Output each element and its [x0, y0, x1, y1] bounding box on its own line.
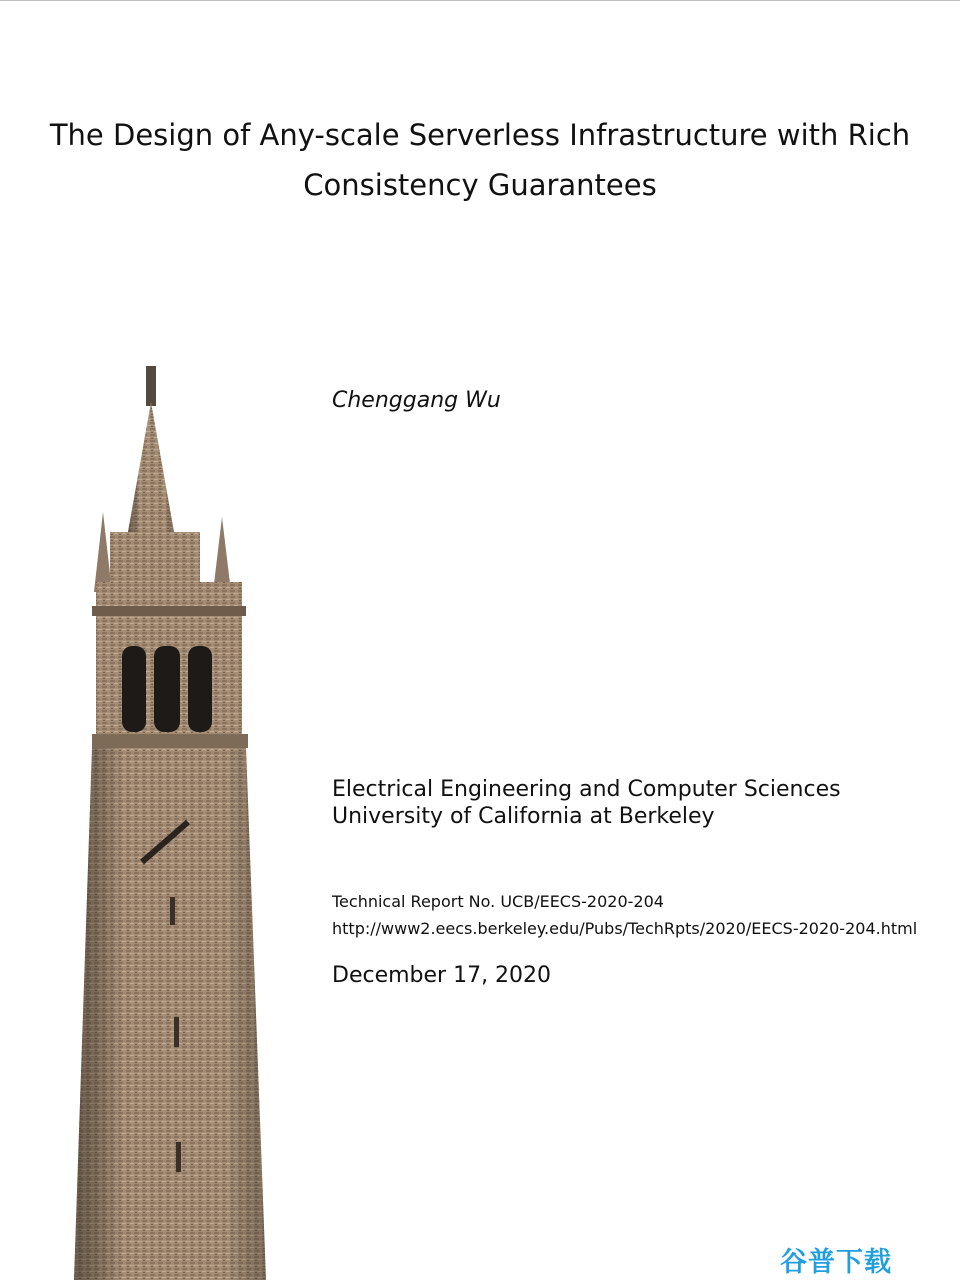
top-rule [0, 0, 960, 1]
report-number: Technical Report No. UCB/EECS-2020-204 [332, 892, 664, 911]
department-name: Electrical Engineering and Computer Sciences [332, 777, 841, 802]
watermark-text: 谷普下载 [780, 1247, 892, 1278]
document-title: The Design of Any-scale Serverless Infrastructure with Rich Consistency Guarantees [49, 118, 911, 202]
author-name: Chenggang Wu [332, 388, 501, 413]
report-date: December 17, 2020 [332, 963, 552, 988]
campanile-tower-image [70, 362, 270, 1280]
report-url[interactable]: http://www2.eecs.berkeley.edu/Pubs/TechRpts/2020/EECS-2020-204.html [332, 919, 918, 938]
watermark-logo [780, 1240, 892, 1279]
university-name: University of California at Berkeley [332, 804, 715, 829]
affiliation [332, 776, 841, 830]
report-info [332, 888, 917, 942]
